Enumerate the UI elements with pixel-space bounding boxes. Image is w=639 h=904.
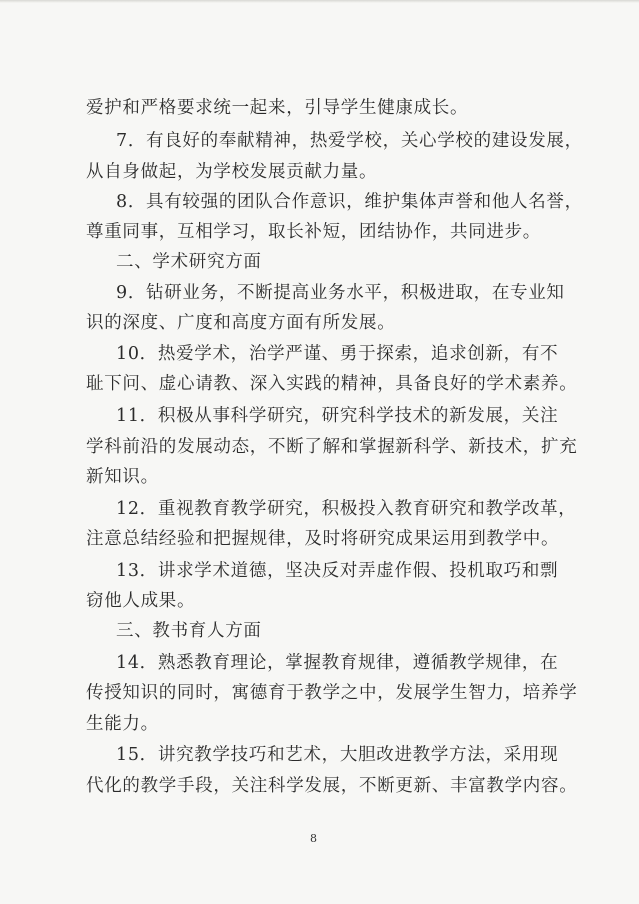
text-line: 从自身做起，为学校发展贡献力量。 [86, 162, 378, 182]
section-heading: 三、教书育人方面 [116, 621, 262, 641]
text-line: 8．具有较强的团队合作意识，维护集体声誉和他人名誉， [116, 192, 583, 212]
text-line: 9．钻研业务，不断提高业务水平，积极进取，在专业知 [116, 283, 565, 303]
section-heading: 二、学术研究方面 [116, 252, 262, 272]
text-line: 尊重同事，互相学习，取长补短，团结协作，共同进步。 [86, 222, 541, 242]
text-line: 窃他人成果。 [86, 591, 196, 611]
text-line: 代化的教学手段，关注科学发展，不断更新、丰富教学内容。 [86, 776, 578, 796]
text-line: 7．有良好的奉献精神，热爱学校，关心学校的建设发展， [116, 131, 583, 151]
text-line: 12．重视教育教学研究，积极投入教育研究和教学改革， [116, 499, 577, 519]
text-line: 15．讲究教学技巧和艺术，大胆改进教学方法，采用现 [116, 745, 559, 765]
text-line: 爱护和严格要求统一起来，引导学生健康成长。 [86, 98, 469, 118]
text-line: 传授知识的同时，寓德育于教学之中，发展学生智力，培养学 [86, 683, 578, 703]
text-line: 13．讲求学术道德，坚决反对弄虚作假、投机取巧和剽 [116, 561, 559, 581]
page-number: 8 [310, 832, 317, 845]
text-line: 11．积极从事科学研究，研究科学技术的新发展，关注 [116, 406, 559, 426]
text-line: 14．熟悉教育理论，掌握教育规律，遵循教学规律，在 [116, 653, 559, 673]
text-line: 注意总结经验和把握规律，及时将研究成果运用到教学中。 [86, 529, 560, 549]
text-line: 学科前沿的发展动态，不断了解和掌握新科学、新技术，扩充 [86, 437, 578, 457]
text-line: 新知识。 [86, 467, 159, 487]
text-line: 耻下问、虚心请教、深入实践的精神，具备良好的学术素养。 [86, 374, 578, 394]
text-line: 生能力。 [86, 714, 159, 734]
text-line: 识的深度、广度和高度方面有所发展。 [86, 313, 396, 333]
text-line: 10．热爱学术，治学严谨、勇于探索，追求创新，有不 [116, 344, 559, 364]
